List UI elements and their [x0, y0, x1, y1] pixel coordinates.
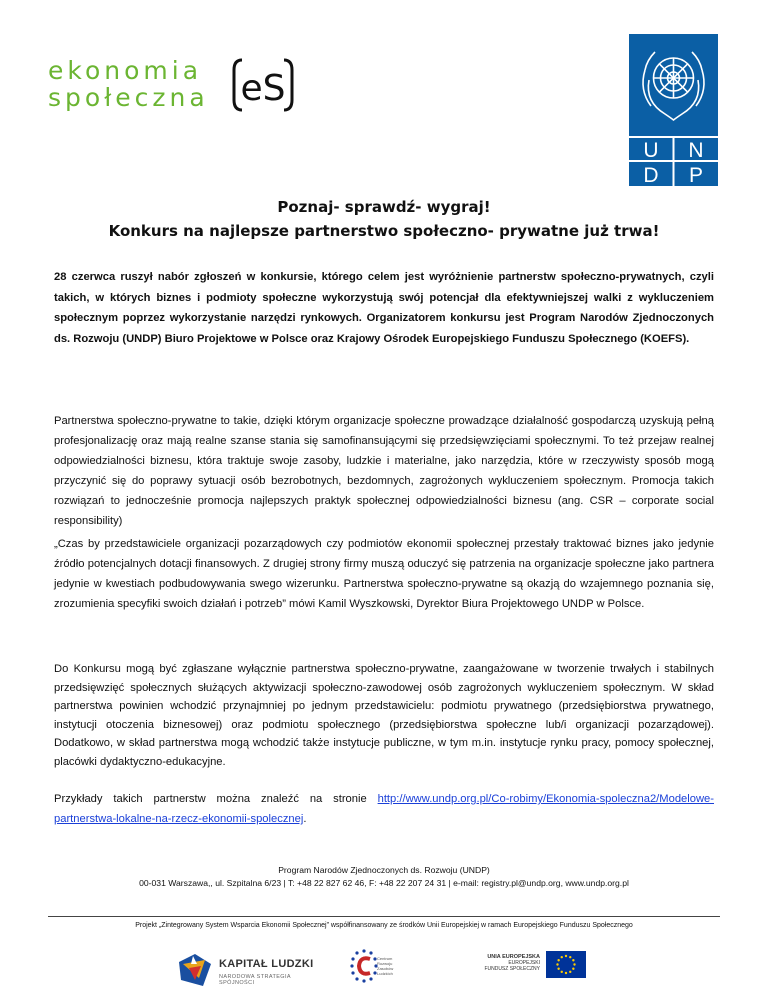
- page-subtitle: Konkurs na najlepsze partnerstwo społeczno- prywatne już trwa!: [108, 222, 660, 240]
- undp-letter-d: D: [643, 164, 659, 186]
- eu-star-icon: [565, 955, 567, 957]
- crzl-logo: [350, 948, 410, 988]
- kapital-ludzki-title: KAPITAŁ LUDZKI: [219, 958, 314, 970]
- undp-logo: [629, 34, 718, 186]
- examples-suffix: .: [303, 813, 307, 825]
- eu-line-1: UNIA EUROPEJSKA: [487, 954, 540, 960]
- es-logo-mark: [232, 58, 294, 112]
- eu-star-icon: [569, 971, 571, 973]
- eu-star-icon: [561, 971, 563, 973]
- eu-line-2: EUROPEJSKI: [508, 960, 540, 966]
- eu-star-icon: [556, 963, 558, 965]
- es-logo-mark-text: eS: [240, 68, 286, 109]
- eu-star-icon: [573, 963, 575, 965]
- eu-star-icon: [557, 959, 559, 961]
- paragraph-lead: 28 czerwca ruszył nabór zgłoszeń w konkursie, którego celem jest wyróżnienie partnerstw społeczno-prywatnych, czyli takich, w których biznes i podmioty społeczne wykorzystują swój potencjał dla efektywniejszej walki z wykluczeniem społecznym poprzez wykorzystanie narzędzi rynkowych. Organizatorem konkursu jest Program Narodów Zjednoczonych ds. Rozwoju (UNDP) Biuro Projektowe w Polsce oraz Krajowy Ośrodek Europejskiego Funduszu Społecznego (KOEFS).: [54, 271, 714, 345]
- es-logo-wordmark: [48, 58, 209, 110]
- eu-star-icon: [572, 968, 574, 970]
- un-emblem-icon: [635, 40, 712, 130]
- undp-letter-n: N: [688, 139, 704, 162]
- undp-letter-p: P: [688, 164, 704, 186]
- crzl-icon: [350, 948, 378, 984]
- kapital-ludzki-subtitle: NARODOWA STRATEGIA SPÓJNOŚCI: [219, 974, 291, 986]
- footer-address: 00-031 Warszawa,, ul. Szpitalna 6/23 | T: +48 22 827 62 46, F: +48 22 207 24 31 | e-mail: registry.pl@undp.org, www.undp.org.pl: [139, 878, 629, 888]
- eu-logo-text: [470, 954, 540, 972]
- paragraph-partnerships: Partnerstwa społeczno-prywatne to takie, dzięki którym organizacje społeczne prowadzące działalność gospodarczą uzyskują pełną profesjonalizację oraz mają realne szanse stania się samofinansującymi się przedsięwzięciami społecznymi. To też przejaw realnej odpowiedzialności biznesu, która traktuje swoje zasoby, ludzkie i materialne, jako narzędzia, które w rzeczywisty sposób mogą przyczynić się do poprawy sytuacji osób bezrobotnych, bezdomnych, zagrożonych wykluczeniem społecznym. Promocja takich rozwiązań to jednocześnie promocja najlepszych praktyk społecznej odpowiedzialności biznesu (ang. CSR – corporate social responsibility): [54, 415, 714, 527]
- eu-star-icon: [557, 968, 559, 970]
- crzl-line-2: Rozwoju: [377, 961, 393, 966]
- kapital-ludzki-icon: [175, 950, 215, 990]
- crzl-line-4: Ludzkich: [377, 971, 393, 976]
- undp-letter-u: U: [643, 139, 659, 162]
- eu-star-icon: [572, 959, 574, 961]
- ekonomia-spoleczna-logo: [48, 58, 308, 114]
- paragraph-examples: [54, 789, 714, 829]
- eu-star-icon: [561, 956, 563, 958]
- paragraph-eligibility: Do Konkursu mogą być zgłaszane wyłącznie partnerstwa społeczno-prywatne, zaangażowane w tworzenie trwałych i stabilnych przedsięwzięć społecznych służących aktywizacji społeczno-zawodowej osób zagrożonych wykluczeniem społecznym. W skład partnerstwa powinien wchodzić przynajmniej po jednym przedstawicielu: podmiotu prywatnego (przedsiębiorstwa prywatnego, instytucji otoczenia biznesowej) oraz podmiotu społecznego (przedsiębiorstwa społeczne lub/i organizacji pozarządowej). Dodatkowo, w skład partnerstwa mogą wchodzić także instytucje publiczne, w tym m.in. instytucje rynku pracy, pomocy społecznej, placówki dydaktyczno-edukacyjne.: [54, 663, 714, 768]
- footer-divider: [48, 916, 720, 917]
- footer-contact: [0, 864, 768, 890]
- undp-letters-grid: [629, 136, 718, 186]
- es-logo-line1: ekonomia: [48, 56, 203, 85]
- crzl-line-3: Zasobów: [377, 966, 394, 971]
- kapital-ludzki-logo: [175, 950, 325, 990]
- footer-project-note: Projekt „Zintegrowany System Wsparcia Ekonomii Społecznej” współfinansowany ze środków Unii Europejskiej w ramach Europejskiego Funduszu Społecznego: [135, 922, 633, 929]
- eu-star-icon: [569, 956, 571, 958]
- es-logo-line2: społeczna: [48, 83, 209, 112]
- page-title: Poznaj- sprawdź- wygraj!: [277, 198, 491, 216]
- examples-prefix: Przykłady takich partnerstw można znaleźć na stronie: [54, 793, 378, 805]
- crzl-line-1: Centrum: [377, 956, 393, 961]
- eu-line-3: FUNDUSZ SPOŁECZNY: [484, 966, 540, 972]
- eu-star-icon: [565, 972, 567, 974]
- eu-flag-icon: [546, 951, 586, 978]
- examples-link[interactable]: http://www.undp.org.pl/Co-robimy/Ekonomia-spoleczna2/Modelowe-partnerstwa-lokalne-na-rzecz-ekonomii-spolecznej: [54, 793, 714, 825]
- paragraph-quote: „Czas by przedstawiciele organizacji pozarządowych czy podmiotów ekonomii społecznej przestały traktować biznes jako jedynie źródło potencjalnych dotacji finansowych. Z drugiej strony firmy muszą oduczyć się patrzenia na organizacje społeczne jako partnera jedynie w kwestiach podbudowywania swego wizerunku. Partnerstwa społeczno-prywatne są okazją do wzajemnego poznania się, zrozumienia specyfiki swoich działań i potrzeb” mówi Kamil Wyszkowski, Dyrektor Biura Projektowego UNDP w Polsce.: [54, 538, 714, 610]
- crzl-text: [377, 956, 393, 976]
- footer-org: Program Narodów Zjednoczonych ds. Rozwoju (UNDP): [278, 865, 490, 875]
